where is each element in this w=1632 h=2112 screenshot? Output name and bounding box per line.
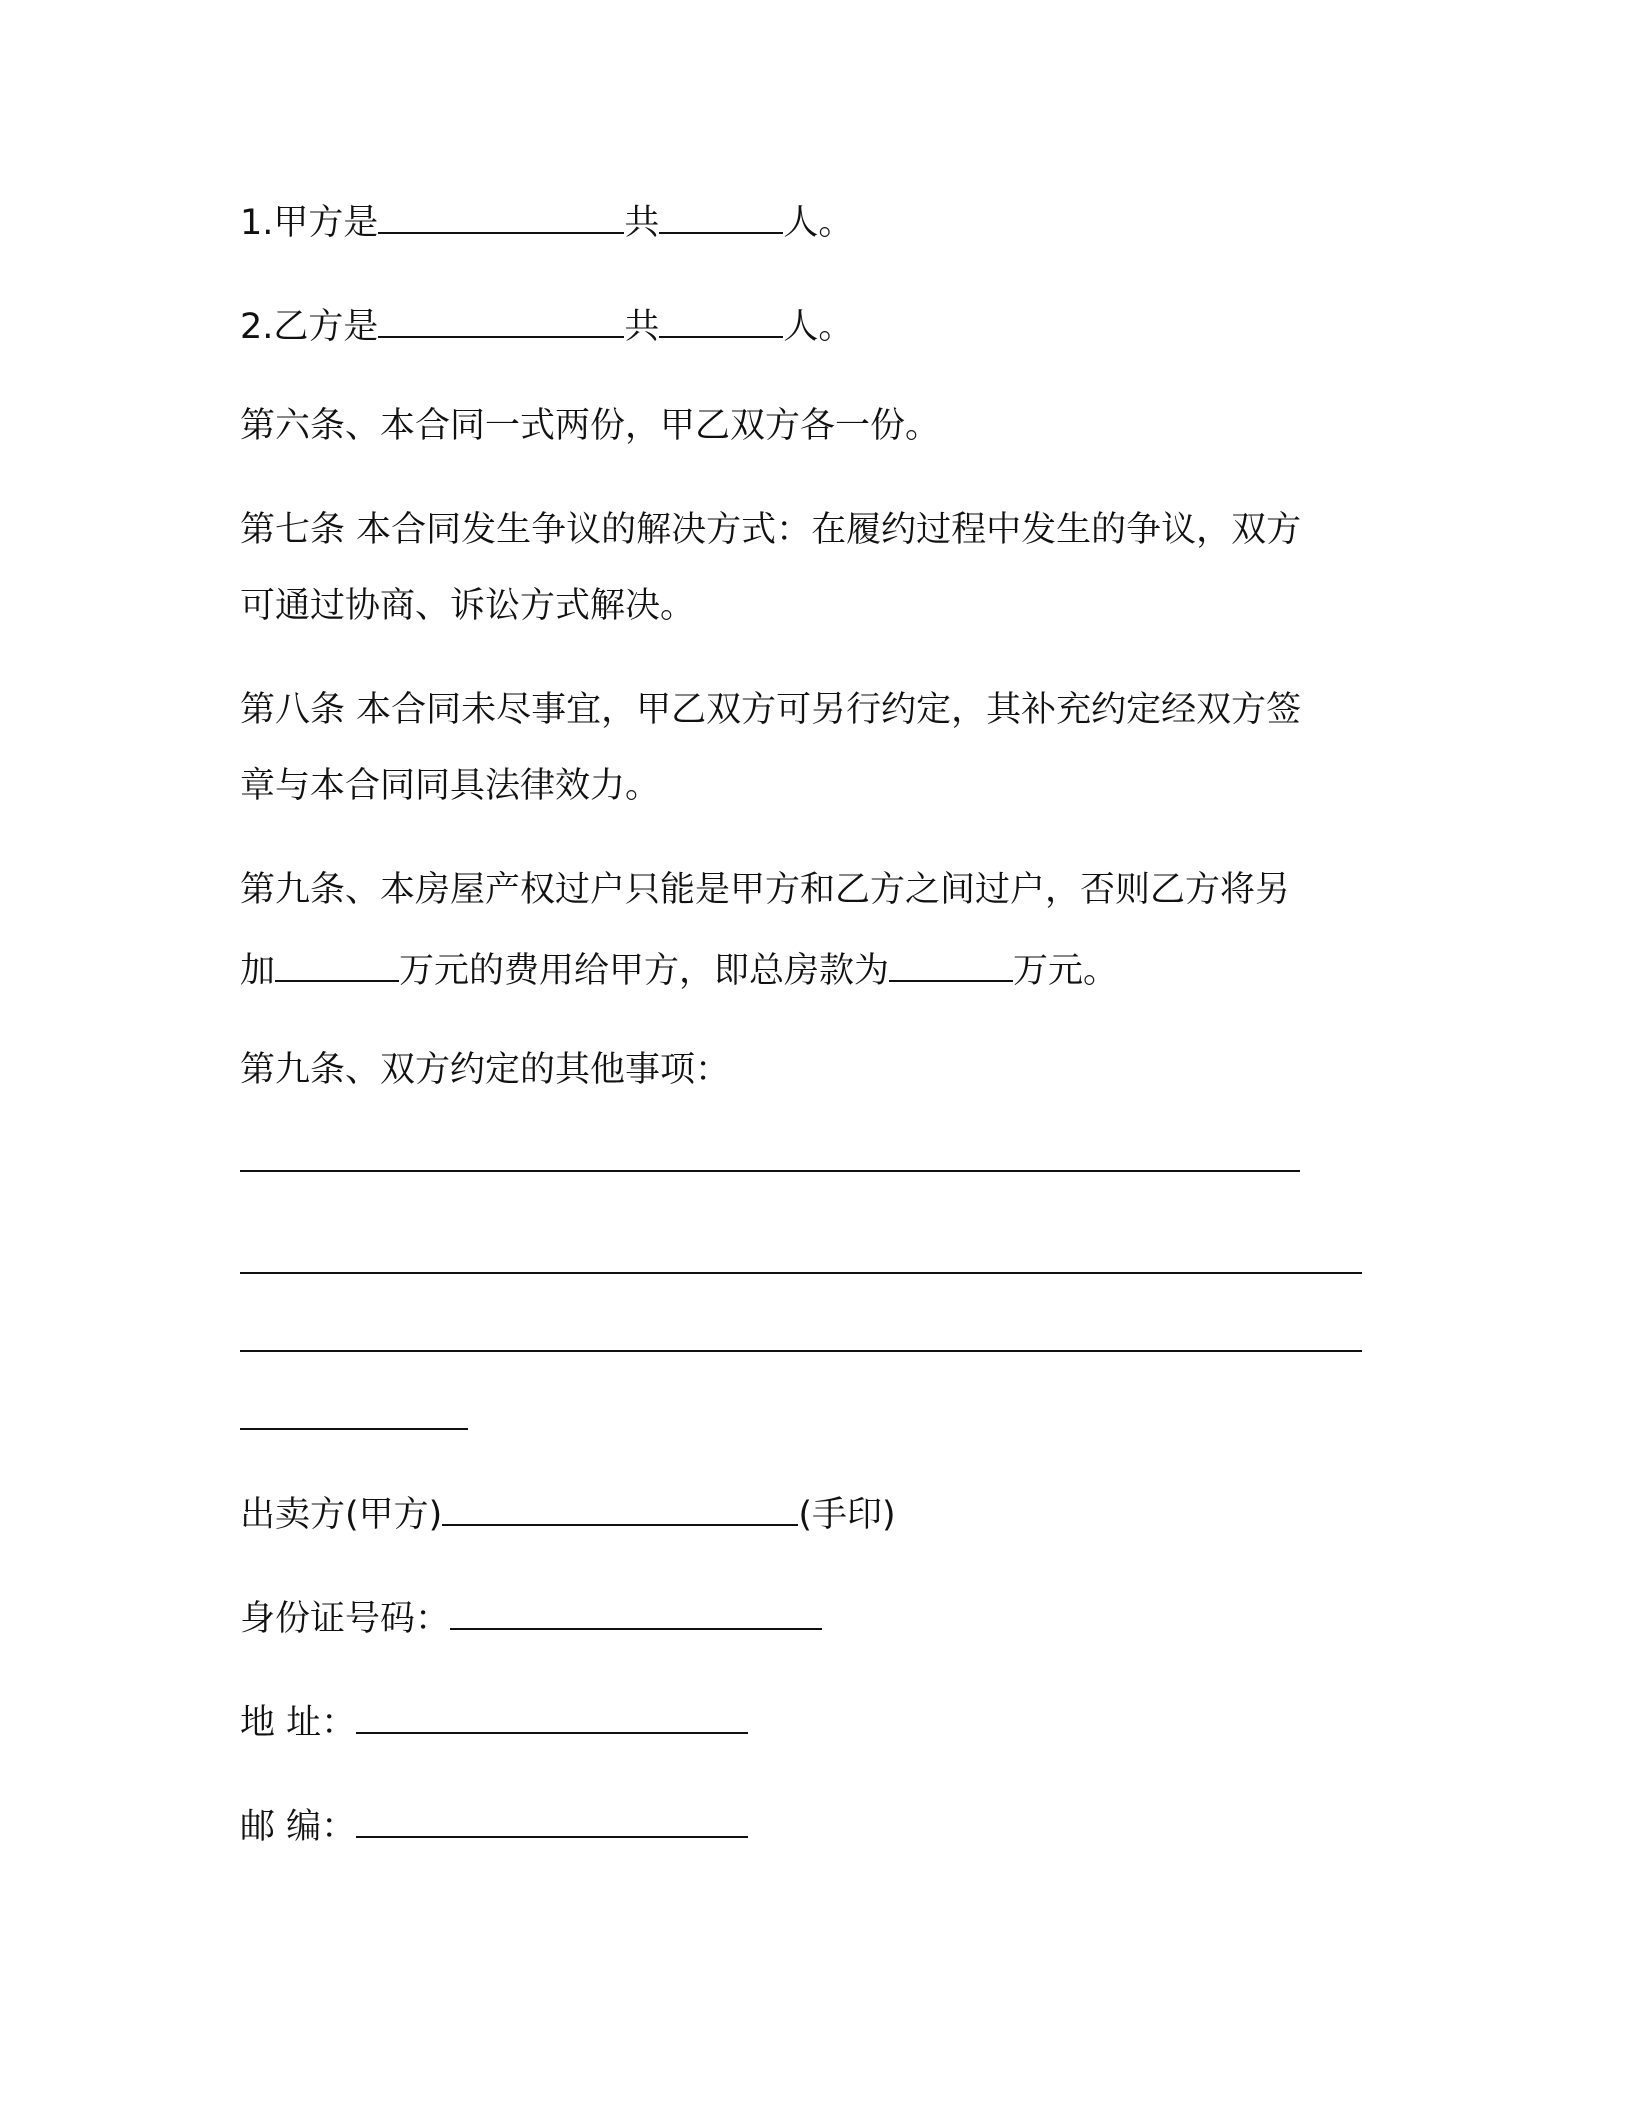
id-number-line	[240, 1592, 822, 1641]
seller-fingerprint-label: (手印)	[798, 1495, 896, 1535]
article-9-fee-text: 万元的费用给甲方，即总房款为	[399, 951, 890, 991]
article-7-line-2: 可通过协商、诉讼方式解决。	[240, 586, 696, 626]
article-6: 第六条、本合同一式两份，甲乙双方各一份。	[240, 406, 941, 446]
article-9-unit: 万元。	[1013, 951, 1119, 991]
extra-fee-blank[interactable]	[275, 944, 399, 982]
party-b-label: 2.乙方是	[240, 307, 379, 347]
party-a-line	[240, 196, 853, 245]
address-blank[interactable]	[356, 1696, 748, 1734]
address-label: 地 址：	[240, 1703, 357, 1743]
id-number-label: 身份证号码：	[240, 1599, 451, 1639]
seller-line	[240, 1488, 896, 1537]
total-price-blank[interactable]	[889, 944, 1013, 982]
other-matters-blank-3[interactable]	[240, 1350, 1362, 1352]
party-b-line	[240, 300, 853, 349]
party-b-count-unit: 人。	[783, 307, 854, 347]
party-a-count-label: 共	[624, 203, 660, 243]
seller-name-blank[interactable]	[442, 1488, 798, 1526]
article-8-line-2: 章与本合同同具法律效力。	[240, 766, 661, 806]
article-7-line-1: 第七条 本合同发生争议的解决方式：在履约过程中发生的争议，双方	[240, 510, 1302, 550]
article-8-line-1: 第八条 本合同未尽事宜，甲乙双方可另行约定，其补充约定经双方签	[240, 690, 1302, 730]
article-9-line-2	[240, 944, 1118, 993]
id-number-blank[interactable]	[450, 1592, 822, 1630]
party-a-count-unit: 人。	[783, 203, 854, 243]
seller-label: 出卖方(甲方)	[240, 1495, 443, 1535]
other-matters-blank-2[interactable]	[240, 1272, 1362, 1274]
party-b-name-blank[interactable]	[378, 300, 624, 338]
other-matters-blank-4[interactable]	[240, 1428, 468, 1430]
other-matters-blank-1[interactable]	[240, 1170, 1300, 1172]
article-9-line-1: 第九条、本房屋产权过户只能是甲方和乙方之间过户，否则乙方将另	[240, 870, 1291, 910]
party-b-count-label: 共	[624, 307, 660, 347]
party-a-label: 1.甲方是	[240, 203, 379, 243]
address-line	[240, 1696, 748, 1745]
party-a-count-blank[interactable]	[659, 196, 783, 234]
party-a-name-blank[interactable]	[378, 196, 624, 234]
article-9-add-label: 加	[240, 951, 276, 991]
article-9-other-matters: 第九条、双方约定的其他事项：	[240, 1050, 731, 1090]
postcode-label: 邮 编：	[240, 1807, 357, 1847]
postcode-blank[interactable]	[356, 1800, 748, 1838]
party-b-count-blank[interactable]	[659, 300, 783, 338]
postcode-line	[240, 1800, 748, 1849]
